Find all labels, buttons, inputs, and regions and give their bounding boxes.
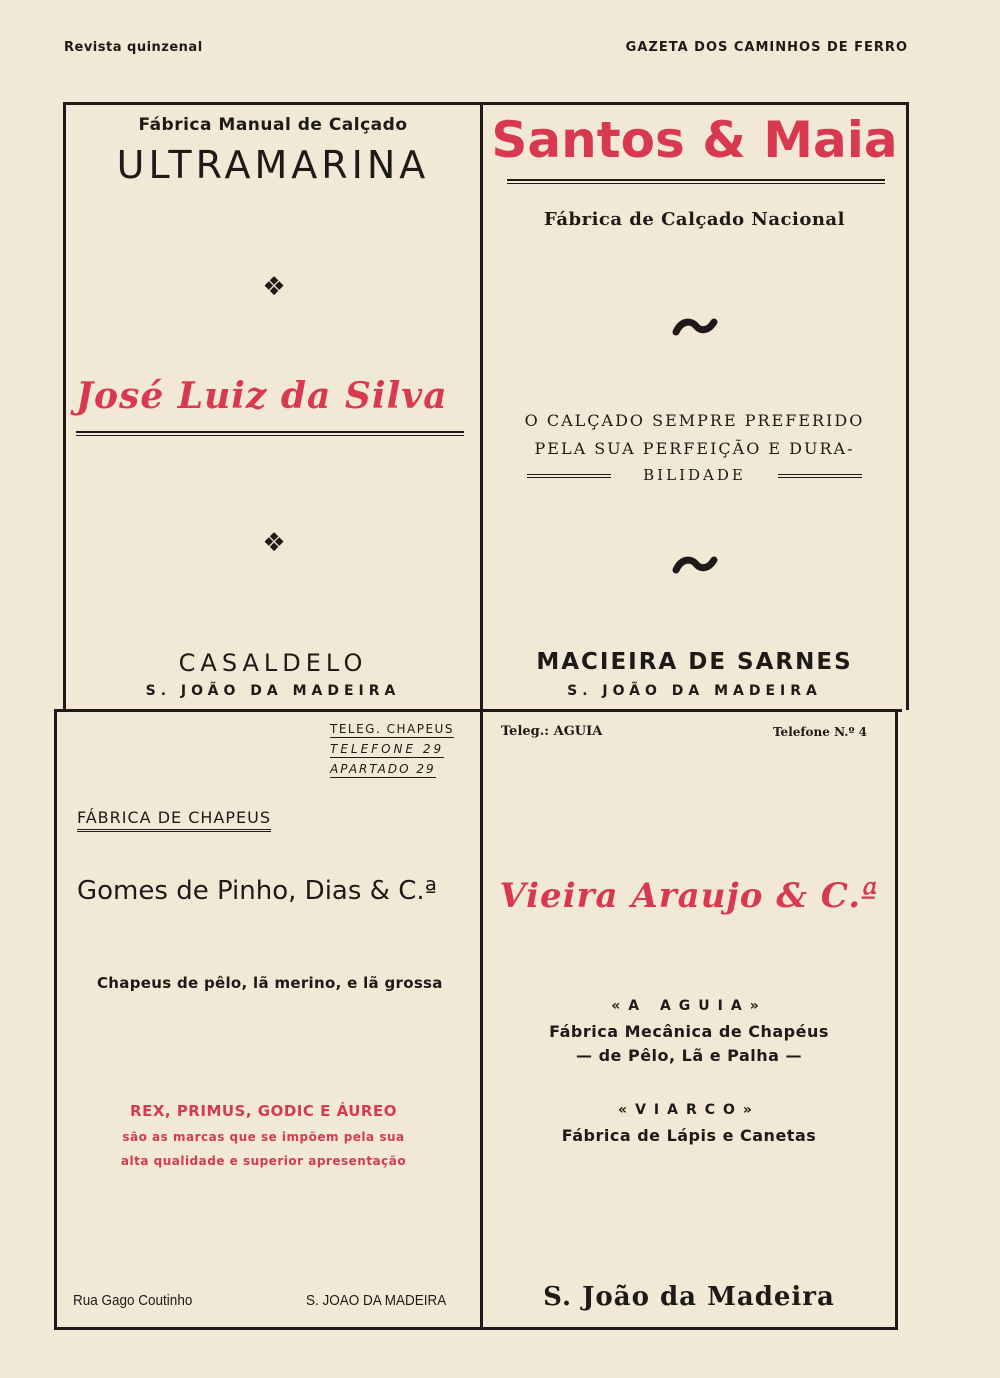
ad-santos-maia-slogan-line3: BILIDADE <box>643 466 746 484</box>
ad-vieira-araujo-company: Vieira Araujo & C.ª <box>499 876 879 916</box>
ad-santos-maia-town: S. JOÃO DA MADEIRA <box>567 683 822 699</box>
ad-gomes-pinho-company: Gomes de Pinho, Dias & C.ª <box>77 876 437 906</box>
ad-santos-maia-slogan-line1: O CALÇADO SEMPRE PREFERIDO <box>524 411 865 430</box>
running-head-left: Revista quinzenal <box>64 40 203 55</box>
ad-ultramarina <box>66 105 480 709</box>
ad-ultramarina-owner: José Luiz da Silva <box>76 375 448 417</box>
ad-santos-maia-place: MACIEIRA DE SARNES <box>536 649 853 675</box>
floral-ornament-icon: ❖ <box>262 528 286 558</box>
ad-gomes-pinho-products: Chapeus de pêlo, lã merino, e lã grossa <box>97 974 443 992</box>
ad-gomes-pinho-tagline-line2: alta qualidade e superior apresentação <box>120 1154 407 1168</box>
ad-gomes-pinho-brands: REX, PRIMUS, GODIC E ÁUREO <box>130 1102 397 1120</box>
ad-ultramarina-place: CASALDELO <box>178 649 368 677</box>
ad-vieira-araujo-brand1: «A AGUIA» <box>611 998 767 1014</box>
ad-santos-maia-kicker: Fábrica de Calçado Nacional <box>544 209 845 230</box>
ad-vieira-araujo-town: S. João da Madeira <box>543 1282 835 1312</box>
double-rule <box>76 431 464 436</box>
ad-ultramarina-brand: ULTRAMARINA <box>116 143 430 187</box>
ad-gomes-pinho-town: S. JOAO DA MADEIRA <box>306 1292 447 1309</box>
tilde-ornament-icon <box>672 555 718 575</box>
ad-gomes-pinho-street: Rua Gago Coutinho <box>73 1292 193 1309</box>
ad-gomes-pinho-category: FÁBRICA DE CHAPEUS <box>77 808 271 832</box>
ad-ultramarina-town: S. JOÃO DA MADEIRA <box>145 683 401 699</box>
ad-gomes-pinho <box>57 712 480 1327</box>
double-rule <box>507 179 885 184</box>
ad-vieira-araujo-brand1-desc-line2: — de Pêlo, Lã e Palha — <box>576 1046 802 1065</box>
ad-santos-maia <box>483 105 906 709</box>
ad-vieira-araujo <box>483 712 895 1327</box>
rule-right <box>778 474 862 478</box>
tilde-ornament-icon <box>672 317 718 337</box>
ad-vieira-araujo-brand2: «VIARCO» <box>618 1102 760 1118</box>
ad-gomes-pinho-po-box: APARTADO 29 <box>330 762 436 776</box>
ad-gomes-pinho-teleg: TELEG. CHAPEUS <box>330 722 454 736</box>
ad-ultramarina-kicker: Fábrica Manual de Calçado <box>138 115 408 135</box>
ad-santos-maia-brand: Santos & Maia <box>491 111 898 169</box>
ad-vieira-araujo-phone: Telefone N.º 4 <box>773 725 867 739</box>
ad-vieira-araujo-teleg: Teleg.: AGUIA <box>501 724 603 739</box>
floral-ornament-icon: ❖ <box>262 272 286 302</box>
ad-gomes-pinho-phone: TELEFONE 29 <box>330 742 445 756</box>
ad-santos-maia-slogan-line2: PELA SUA PERFEIÇÃO E DURA- <box>534 439 855 458</box>
ad-vieira-araujo-brand2-desc: Fábrica de Lápis e Canetas <box>561 1126 817 1145</box>
running-head-right: GAZETA DOS CAMINHOS DE FERRO <box>625 40 908 55</box>
ad-gomes-pinho-tagline-line1: são as marcas que se impõem pela sua <box>122 1130 405 1144</box>
ad-vieira-araujo-brand1-desc-line1: Fábrica Mecânica de Chapéus <box>549 1022 829 1041</box>
